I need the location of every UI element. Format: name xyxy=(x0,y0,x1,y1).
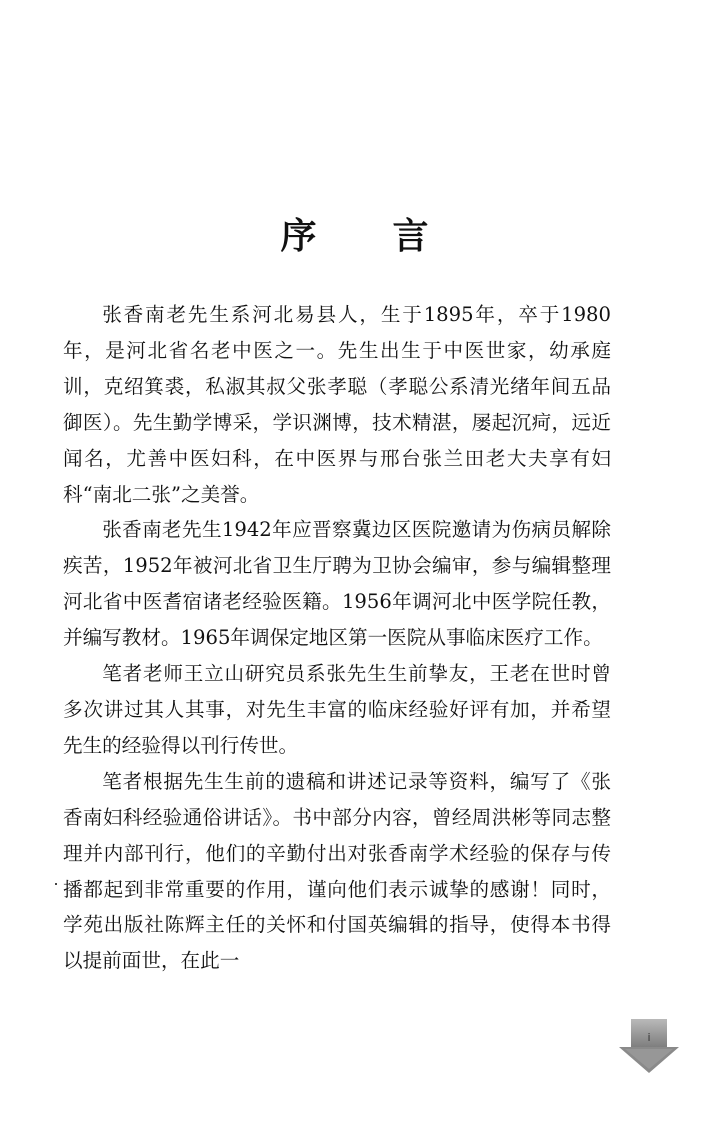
page-number-badge xyxy=(615,1015,683,1077)
paragraph-4: 笔者根据先生生前的遗稿和讲述记录等资料，编写了《张香南妇科经验通俗讲话》。书中部分内容，曾经周洪彬等同志整理并内部刊行，他们的辛勤付出对张香南学术经验的保存与传播都起到非常重要的作用，谨向他们表示诚挚的感谢！同时，学苑出版社陈辉主任的关怀和付国英编辑的指导，使得本书得以提前面世，在此一 xyxy=(63,769,611,973)
down-arrow-page-badge-icon xyxy=(615,1015,683,1077)
page-title xyxy=(0,212,709,260)
preface-body xyxy=(63,297,611,979)
title-char-2: 言 xyxy=(392,215,429,258)
paragraph-2: 张香南老先生1942年应晋察冀边区医院邀请为伤病员解除疾苦，1952年被河北省卫生厅聘为卫协会编审，参与编辑整理河北省中医耆宿诸老经验医籍。1956年调河北中医学院任教，并编写教材。1965年调保定地区第一医院从事临床医疗工作。 xyxy=(63,518,611,650)
paragraph-3: 笔者老师王立山研究员系张先生生前挚友，王老在世时曾多次讲过其人其事，对先生丰富的临床经验好评有加，并希望先生的经验得以刊行传世。 xyxy=(63,662,611,757)
title-char-1: 序 xyxy=(280,215,317,258)
page-number: i xyxy=(647,1031,651,1044)
paragraph-1: 张香南老先生系河北易县人，生于1895年，卒于1980年，是河北省名老中医之一。先生出生于中医世家，幼承庭训，克绍箕裘，私淑其叔父张孝聪（孝聪公系清光绪年间五品御医）。先生勤学博采，学识渊博，技术精湛，屡起沉疴，远近闻名，尤善中医妇科，在中医界与邢台张兰田老大夫享有妇科“南北二张”之美誉。 xyxy=(63,303,611,506)
scan-speck xyxy=(55,883,57,885)
